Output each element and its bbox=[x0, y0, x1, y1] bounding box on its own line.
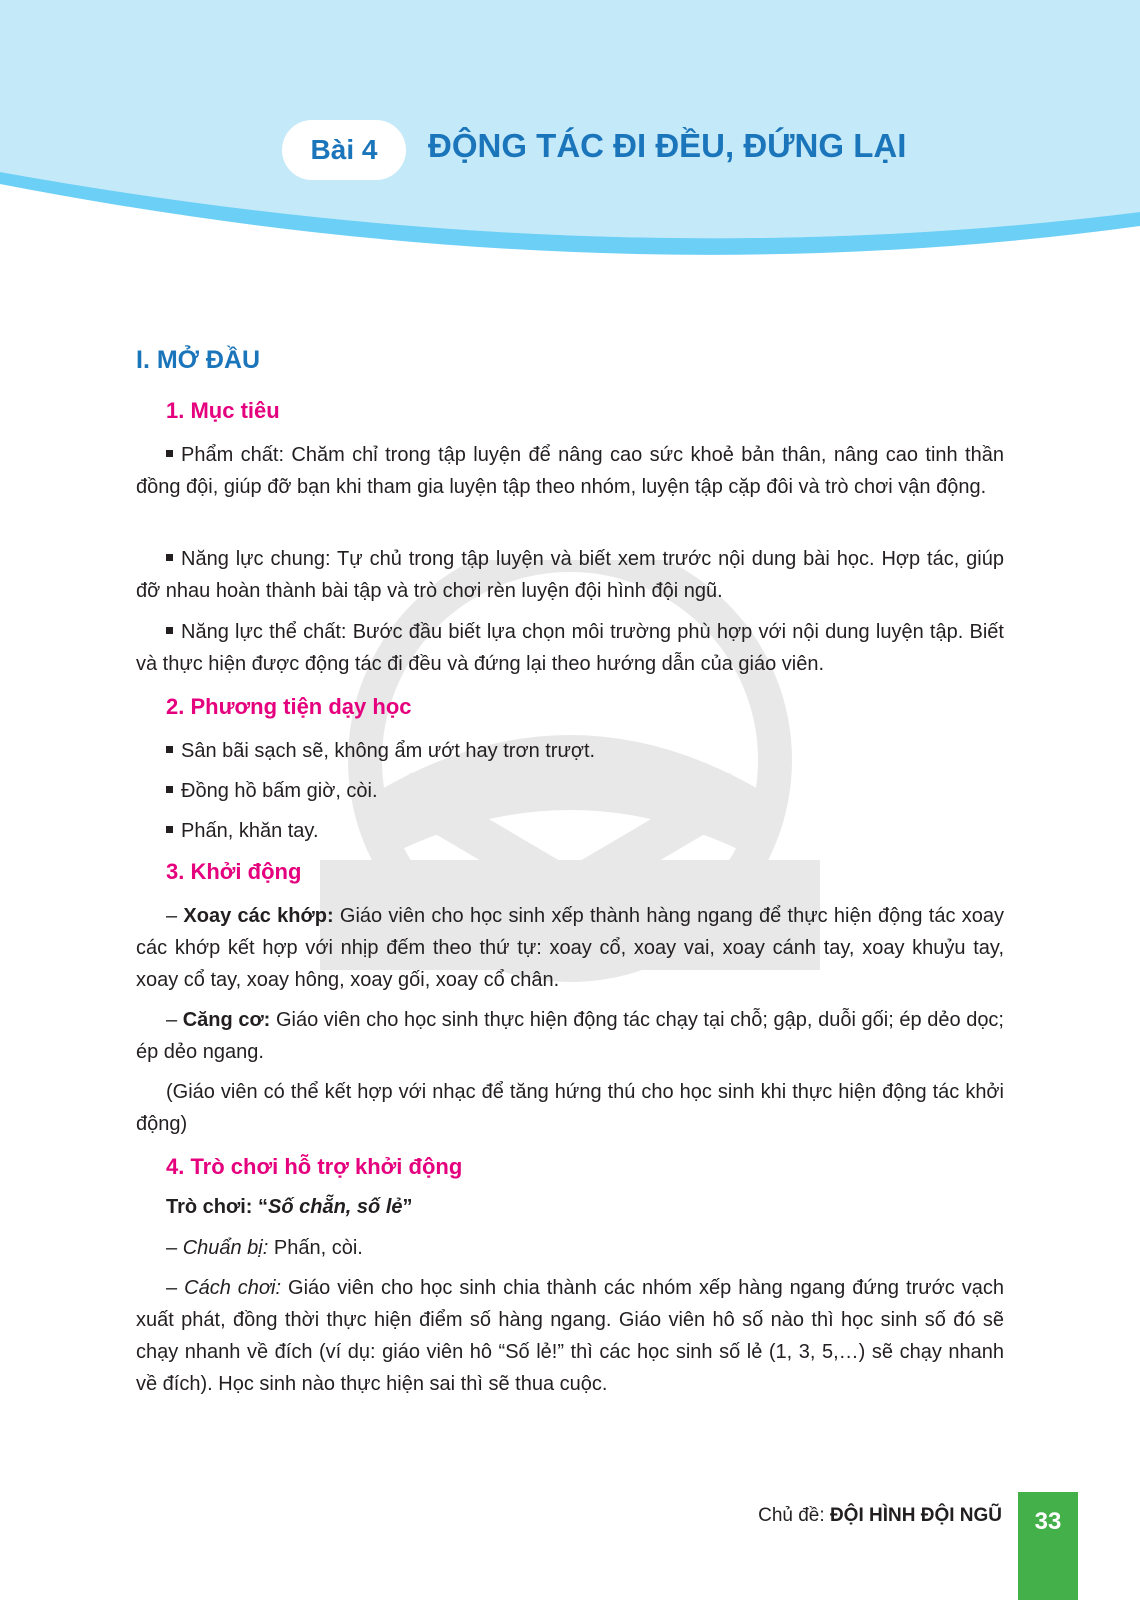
subheading-teaching-aids: 2. Phương tiện dạy học bbox=[166, 694, 412, 719]
bullet-icon bbox=[166, 450, 173, 457]
rules-label: Cách chơi: bbox=[184, 1277, 282, 1299]
subheading-warmup-game: 4. Trò chơi hỗ trợ khởi động bbox=[166, 1154, 463, 1179]
game-preparation: – Chuẩn bị: Phấn, còi. bbox=[166, 1237, 363, 1259]
warmup-item-stretch: – Căng cơ: Giáo viên cho học sinh thực hiện động tác chạy tại chỗ; gập, duỗi gối; ép dẻo dọc; ép dẻo ngang. bbox=[136, 1009, 1004, 1063]
bullet-icon bbox=[166, 746, 173, 753]
page-number: 33 bbox=[1018, 1492, 1078, 1600]
lesson-label: Bài 4 bbox=[310, 134, 378, 165]
preparation-label: Chuẩn bị: bbox=[182, 1237, 269, 1259]
game-name: Số chẵn, số lẻ bbox=[268, 1196, 403, 1218]
section-heading: I. MỞ ĐẦU bbox=[136, 346, 261, 374]
warmup-item-label: Căng cơ: bbox=[182, 1009, 271, 1031]
subheading-objectives: 1. Mục tiêu bbox=[166, 398, 280, 423]
teaching-aid-item: Phấn, khăn tay. bbox=[166, 815, 319, 847]
objective-bullet-2: Năng lực chung: Tự chủ trong tập luyện và biết xem trước nội dung bài học. Hợp tác, giúp đỡ nhau hoàn thành bài tập và trò chơi rèn luyện đội hình đội ngũ. bbox=[136, 548, 1004, 602]
bullet-icon bbox=[166, 627, 173, 634]
topic-name: ĐỘI HÌNH ĐỘI NGŨ bbox=[829, 1505, 1002, 1526]
lesson-title: ĐỘNG TÁC ĐI ĐỀU, ĐỨNG LẠI bbox=[428, 127, 907, 164]
footer-topic: Chủ đề: ĐỘI HÌNH ĐỘI NGŨ bbox=[758, 1505, 1002, 1526]
objective-bullet-1: Phẩm chất: Chăm chỉ trong tập luyện để nâng cao sức khoẻ bản thân, nâng cao tinh thần đồng đội, giúp đỡ bạn khi tham gia luyện tập theo nhóm, luyện tập cặp đôi và trò chơi vận động. bbox=[136, 444, 1004, 498]
objective-bullet-3: Năng lực thể chất: Bước đầu biết lựa chọn môi trường phù hợp với nội dung luyện tập. Biết và thực hiện được động tác đi đều và đứng lại theo hướng dẫn của giáo viên. bbox=[136, 621, 1004, 675]
teaching-aid-item: Đồng hồ bấm giờ, còi. bbox=[166, 775, 378, 807]
warmup-item-joints: – Xoay các khớp: Giáo viên cho học sinh xếp thành hàng ngang để thực hiện động tác xoay các khớp kết hợp với nhịp đếm theo thứ tự: xoay cổ, xoay vai, xoay cánh tay, xoay khuỷu tay, xoay cổ tay, xoay hông, xoay gối, xoay cổ chân. bbox=[136, 905, 1004, 991]
bullet-icon bbox=[166, 826, 173, 833]
teaching-aid-item: Sân bãi sạch sẽ, không ẩm ướt hay trơn trượt. bbox=[166, 735, 595, 767]
bullet-icon bbox=[166, 786, 173, 793]
subheading-warmup: 3. Khởi động bbox=[166, 859, 302, 884]
game-title: Trò chơi: “Số chẵn, số lẻ” bbox=[166, 1196, 413, 1218]
lesson-number-badge bbox=[282, 120, 406, 180]
bullet-icon bbox=[166, 554, 173, 561]
warmup-note: (Giáo viên có thể kết hợp với nhạc để tăng hứng thú cho học sinh khi thực hiện động tác khởi động) bbox=[136, 1081, 1004, 1135]
warmup-item-label: Xoay các khớp: bbox=[183, 905, 334, 927]
game-rules: – Cách chơi: Giáo viên cho học sinh chia thành các nhóm xếp hàng ngang đứng trước vạch xuất phát, đồng thời thực hiện điểm số hàng ngang. Giáo viên hô số nào thì học sinh số đó sẽ chạy nhanh về đích (ví dụ: giáo viên hô “Số lẻ!” thì các học sinh số lẻ (1, 3, 5,…) sẽ chạy nhanh về đích). Học sinh nào thực hiện sai thì sẽ thua cuộc. bbox=[136, 1277, 1005, 1395]
